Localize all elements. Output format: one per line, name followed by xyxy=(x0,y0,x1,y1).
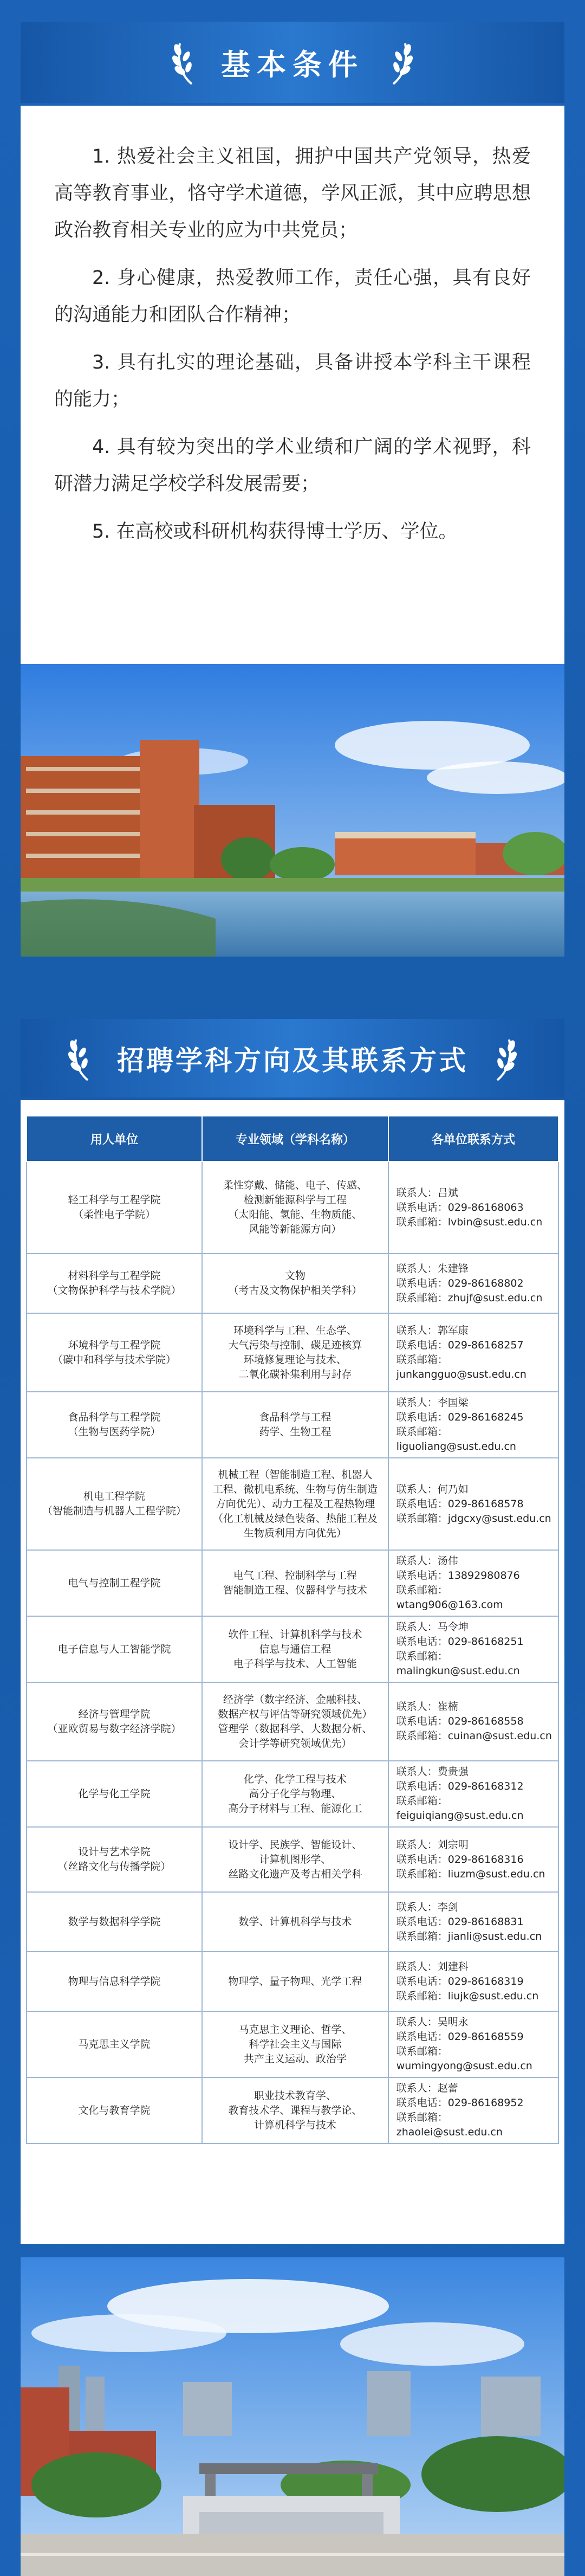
condition-item: 5. 在高校或科研机构获得博士学历、学位。 xyxy=(92,521,458,543)
contact-cell xyxy=(388,1892,558,1952)
contact-cell xyxy=(388,1550,558,1616)
contact-cell xyxy=(388,1392,558,1458)
table-row xyxy=(27,1761,558,1827)
field-line: 物理学、量子物理、光学工程 xyxy=(228,1975,362,1987)
contact-line: 联系人：汤伟 xyxy=(396,1555,458,1567)
unit-line: 设计与艺术学院 xyxy=(78,1846,151,1858)
contact-line: 联系电话：029-86168257 xyxy=(396,1339,524,1351)
contact-line: 联系人：朱建锋 xyxy=(396,1262,469,1275)
field-line: 生物质利用方向优先） xyxy=(243,1527,347,1539)
table-row xyxy=(27,1161,558,1254)
unit-line: 材料科学与工程学院 xyxy=(68,1270,161,1282)
unit-line: 马克思主义学院 xyxy=(78,2038,151,2050)
unit-cell xyxy=(27,2011,202,2077)
field-cell xyxy=(202,2077,388,2144)
contact-line: 联系邮箱：wumingyong@sust.edu.cn xyxy=(396,2045,532,2072)
contact-line: 联系人：李剑 xyxy=(396,1901,458,1913)
unit-cell xyxy=(27,1616,202,1682)
field-line: 智能制造工程、仪器科学与技术 xyxy=(223,1584,367,1596)
unit-cell xyxy=(27,1952,202,2011)
contact-line: 联系邮箱：jdgcxy@sust.edu.cn xyxy=(396,1512,551,1525)
unit-cell xyxy=(27,1254,202,1313)
unit-line: （碳中和科学与技术学院） xyxy=(53,1353,177,1366)
unit-line: （亚欧贸易与数字经济学院） xyxy=(47,1722,181,1735)
contact-line: 联系电话：029-86168831 xyxy=(396,1915,524,1928)
field-line: 食品科学与工程 xyxy=(259,1411,332,1423)
header-field: 专业领域（学科名称） xyxy=(202,1116,388,1161)
unit-line: 经济与管理学院 xyxy=(78,1708,151,1720)
header-contact: 各单位联系方式 xyxy=(388,1116,558,1161)
field-line: 环境修复理论与技术、 xyxy=(243,1353,347,1366)
contact-line: 联系邮箱：lvbin@sust.edu.cn xyxy=(396,1216,543,1228)
table-row xyxy=(27,1827,558,1892)
laurel-right-icon xyxy=(486,1034,519,1083)
contact-line: 联系邮箱：feiguiqiang@sust.edu.cn xyxy=(396,1795,524,1822)
unit-cell xyxy=(27,2077,202,2144)
contact-line: 联系人：崔楠 xyxy=(396,1701,458,1713)
unit-cell xyxy=(27,1392,202,1458)
contact-cell xyxy=(388,1682,558,1761)
contact-line: 联系人：李国梁 xyxy=(396,1397,469,1409)
field-cell xyxy=(202,1616,388,1682)
unit-line: （丝路文化与传播学院） xyxy=(57,1861,171,1873)
table-row xyxy=(27,1458,558,1550)
unit-line: 文化与教育学院 xyxy=(78,2104,151,2116)
unit-cell xyxy=(27,1892,202,1952)
field-line: 数据产权与评估等研究领域优先） xyxy=(218,1708,373,1720)
unit-cell xyxy=(27,1313,202,1392)
section-title: 招聘学科方向及其联系方式 xyxy=(117,1044,468,1076)
field-cell xyxy=(202,1161,388,1254)
unit-cell xyxy=(27,1161,202,1254)
field-cell xyxy=(202,1313,388,1392)
contact-line: 联系人：赵蕾 xyxy=(396,2082,458,2094)
section-title: 基本条件 xyxy=(221,47,364,82)
table-row xyxy=(27,1952,558,2011)
unit-line: 电子信息与人工智能学院 xyxy=(57,1643,171,1655)
field-line: 化学、化学工程与技术 xyxy=(243,1773,347,1785)
contact-line: 联系人：吴明永 xyxy=(396,2016,469,2028)
contact-line: 联系人：刘建科 xyxy=(396,1960,469,1973)
campus-photo-lake xyxy=(21,664,564,957)
field-line: 药学、生物工程 xyxy=(259,1426,332,1438)
contact-line: 联系邮箱：jianli@sust.edu.cn xyxy=(396,1930,542,1942)
contact-cell xyxy=(388,2077,558,2144)
table-row xyxy=(27,1892,558,1952)
field-line: 二氧化碳补集利用与封存 xyxy=(238,1368,352,1380)
unit-line: （柔性电子学院） xyxy=(73,1209,156,1221)
field-line: 软件工程、计算机科学与技术 xyxy=(228,1628,362,1641)
unit-line: 轻工科学与工程学院 xyxy=(68,1194,161,1206)
contact-line: 联系电话：029-86168245 xyxy=(396,1411,524,1423)
contact-cell xyxy=(388,1616,558,1682)
unit-line: 电气与控制工程学院 xyxy=(68,1577,161,1589)
contact-cell xyxy=(388,1161,558,1254)
field-cell xyxy=(202,1458,388,1550)
contact-line: 联系邮箱：cuinan@sust.edu.cn xyxy=(396,1730,552,1742)
contact-line: 联系电话：029-86168559 xyxy=(396,2031,524,2043)
contact-line: 联系电话：029-86168316 xyxy=(396,1853,524,1865)
table-row xyxy=(27,1392,558,1458)
contact-line: 联系邮箱：liujk@sust.edu.cn xyxy=(396,1990,539,2002)
unit-cell xyxy=(27,1458,202,1550)
contact-line: 联系电话：029-86168952 xyxy=(396,2097,524,2109)
contact-line: 联系电话：13892980876 xyxy=(396,1570,520,1581)
field-line: 机械工程（智能制造工程、机器人 xyxy=(218,1468,373,1481)
unit-line: （文物保护科学与技术学院） xyxy=(47,1284,181,1296)
laurel-left-icon xyxy=(66,1034,99,1083)
section-banner-basic-conditions xyxy=(21,22,564,103)
contact-line: 联系邮箱：malingkun@sust.edu.cn xyxy=(396,1650,520,1677)
recruitment-table xyxy=(26,1115,559,2144)
table-row xyxy=(27,2077,558,2144)
unit-line: 化学与化工学院 xyxy=(78,1787,151,1800)
unit-line: 环境科学与工程学院 xyxy=(68,1339,161,1351)
field-cell xyxy=(202,1392,388,1458)
unit-line: 食品科学与工程学院 xyxy=(68,1411,161,1423)
conditions-panel xyxy=(21,106,564,664)
contact-cell xyxy=(388,1458,558,1550)
field-line: 科学社会主义与国际 xyxy=(249,2038,342,2050)
field-cell xyxy=(202,1952,388,2011)
field-line: 共产主义运动、政治学 xyxy=(243,2052,347,2065)
contact-line: 联系人：费贵强 xyxy=(396,1766,469,1778)
field-cell xyxy=(202,1892,388,1952)
condition-item: 1. 热爱社会主义祖国，拥护中国共产党领导，热爱高等教育事业，恪守学术道德，学风正派，其中应聘思想政治教育相关专业的应为中共党员； xyxy=(54,146,531,241)
table-row xyxy=(27,1254,558,1313)
contact-cell xyxy=(388,1761,558,1827)
field-line: 管理学（数据科学、大数据分析、 xyxy=(218,1722,373,1735)
field-line: 数学、计算机科学与技术 xyxy=(238,1915,352,1928)
field-line: 高分子材料与工程、能源化工 xyxy=(228,1802,362,1815)
field-line: 设计学、民族学、智能设计、 xyxy=(228,1838,362,1851)
contact-line: 联系邮箱：zhujf@sust.edu.cn xyxy=(396,1292,543,1304)
field-cell xyxy=(202,1682,388,1761)
table-row xyxy=(27,1682,558,1761)
contact-line: 联系邮箱：zhaolei@sust.edu.cn xyxy=(396,2112,503,2138)
table-row xyxy=(27,1616,558,1682)
campus-photo-gate xyxy=(21,2257,564,2576)
contact-line: 联系电话：029-86168802 xyxy=(396,1277,524,1289)
field-line: 电气工程、控制科学与工程 xyxy=(233,1570,357,1581)
contact-line: 联系邮箱：wtang906@163.com xyxy=(396,1584,503,1611)
table-row xyxy=(27,1313,558,1392)
laurel-left-icon xyxy=(170,38,203,87)
contact-cell xyxy=(388,2011,558,2077)
contact-line: 联系人：马令坤 xyxy=(396,1621,469,1633)
field-line: 大气污染与控制、碳足迹核算 xyxy=(228,1339,362,1351)
contact-cell xyxy=(388,1254,558,1313)
field-line: （太阳能、氢能、生物质能、 xyxy=(228,1209,362,1221)
field-cell xyxy=(202,2011,388,2077)
contact-line: 联系电话：029-86168578 xyxy=(396,1497,524,1510)
header-unit: 用人单位 xyxy=(27,1116,202,1161)
field-line: 检测新能源科学与工程 xyxy=(243,1194,347,1206)
contact-line: 联系电话：029-86168063 xyxy=(396,1201,524,1213)
condition-item: 2. 身心健康，热爱教师工作，责任心强，具有良好的沟通能力和团队合作精神； xyxy=(54,267,531,326)
field-line: 职业技术教育学、 xyxy=(253,2089,336,2102)
field-line: 马克思主义理论、哲学、 xyxy=(238,2023,352,2036)
unit-cell xyxy=(27,1827,202,1892)
unit-line: 机电工程学院 xyxy=(83,1490,146,1502)
unit-line: （智能制造与机器人工程学院） xyxy=(42,1505,187,1517)
contact-cell xyxy=(388,1952,558,2011)
field-line: 计算机图形学、 xyxy=(259,1853,332,1865)
unit-line: （生物与医药学院） xyxy=(68,1426,161,1438)
field-line: 文物 xyxy=(284,1270,306,1282)
contact-line: 联系人：郭军康 xyxy=(396,1324,469,1337)
field-line: （考古及文物保护相关学科） xyxy=(228,1284,362,1296)
laurel-right-icon xyxy=(382,38,415,87)
contact-line: 联系电话：029-86168312 xyxy=(396,1780,524,1792)
field-line: 柔性穿戴、储能、电子、传感、 xyxy=(223,1179,367,1191)
field-line: 信息与通信工程 xyxy=(259,1643,332,1655)
condition-item: 3. 具有扎实的理论基础，具备讲授本学科主干课程的能力； xyxy=(54,352,531,410)
field-line: 会计学等研究领域优先） xyxy=(238,1737,352,1749)
unit-cell xyxy=(27,1682,202,1761)
table-header-row xyxy=(27,1116,558,1161)
unit-cell xyxy=(27,1550,202,1616)
contact-line: 联系邮箱：liuzm@sust.edu.cn xyxy=(396,1868,545,1880)
field-cell xyxy=(202,1761,388,1827)
unit-line: 数学与数据科学学院 xyxy=(68,1915,161,1928)
table-row xyxy=(27,2011,558,2077)
field-line: （化工机械及绿色装备、热能工程及 xyxy=(212,1512,378,1525)
field-line: 风能等新能源方向） xyxy=(249,1223,342,1235)
field-line: 计算机科学与技术 xyxy=(253,2119,336,2131)
field-line: 丝路文化遗产及考古相关学科 xyxy=(228,1868,362,1880)
field-cell xyxy=(202,1254,388,1313)
field-line: 教育技术学、课程与教学论、 xyxy=(228,2104,362,2116)
contact-line: 联系邮箱：junkangguo@sust.edu.cn xyxy=(396,1353,526,1380)
field-cell xyxy=(202,1827,388,1892)
unit-cell xyxy=(27,1761,202,1827)
table-row xyxy=(27,1550,558,1616)
field-line: 环境科学与工程、生态学、 xyxy=(233,1324,357,1337)
field-line: 经济学（数字经济、金融科技、 xyxy=(223,1693,367,1706)
field-line: 工程、微机电系统、生物与仿生制造 xyxy=(212,1483,378,1495)
field-line: 高分子化学与物理、 xyxy=(249,1787,342,1800)
contact-line: 联系电话：029-86168558 xyxy=(396,1715,524,1727)
section-banner-recruitment xyxy=(21,1019,564,1097)
contact-cell xyxy=(388,1313,558,1392)
contact-line: 联系人：何乃如 xyxy=(396,1483,469,1495)
field-cell xyxy=(202,1550,388,1616)
field-line: 电子科学与技术、人工智能 xyxy=(233,1657,357,1670)
recruitment-table-panel xyxy=(21,1100,564,2244)
contact-line: 联系邮箱：liguoliang@sust.edu.cn xyxy=(396,1426,516,1452)
contact-line: 联系人：刘宗明 xyxy=(396,1838,469,1851)
unit-line: 物理与信息科学学院 xyxy=(68,1975,161,1987)
contact-line: 联系电话：029-86168319 xyxy=(396,1975,524,1987)
contact-line: 联系电话：029-86168251 xyxy=(396,1636,524,1648)
field-line: 方向优先）、动力工程及工程热物理 xyxy=(215,1497,375,1510)
condition-item: 4. 具有较为突出的学术业绩和广阔的学术视野，科研潜力满足学校学科发展需要； xyxy=(54,436,531,495)
contact-cell xyxy=(388,1827,558,1892)
contact-line: 联系人：吕斌 xyxy=(396,1186,458,1199)
